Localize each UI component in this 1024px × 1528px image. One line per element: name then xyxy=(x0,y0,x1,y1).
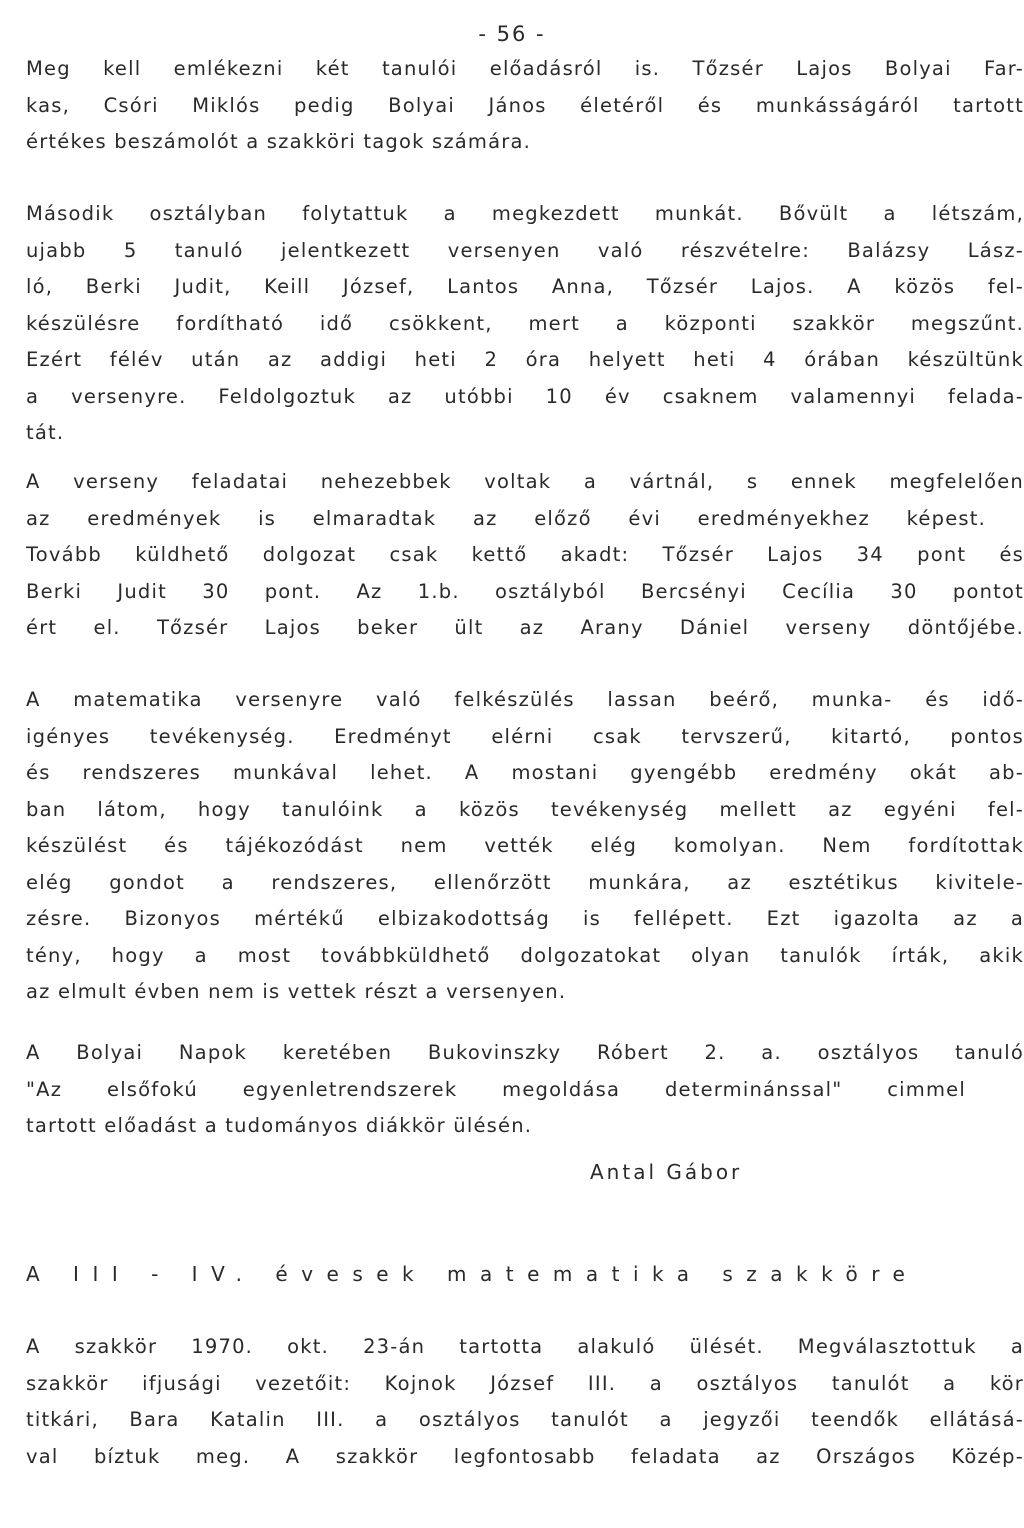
text-line: Meg kell emlékezni két tanulói előadásról is. Tőzsér Lajos Bolyai Far- xyxy=(26,57,1024,80)
text-line: és rendszeres munkával lehet. A mostani gyengébb eredmény okát ab- xyxy=(26,761,1024,784)
text-line: tény, hogy a most továbbküldhető dolgozatokat olyan tanulók írták, akik xyxy=(26,943,1024,967)
paragraph-bolyai-days xyxy=(26,1035,1024,1145)
paragraph-competition-results xyxy=(26,464,1024,647)
text-line: ló, Berki Judit, Keill József, Lantos Anna, Tőzsér Lajos. A közös fel- xyxy=(26,275,1024,298)
text-line: ban látom, hogy tanulóink a közös tevékenység mellett az egyéni fel- xyxy=(26,797,1024,821)
text-line: A matematika versenyre való felkészülés lassan beérő, munka- és idő- xyxy=(26,688,1024,711)
page-number: - 56 - xyxy=(478,22,546,46)
text-line: az elmult évben nem is vettek részt a versenyen. xyxy=(26,980,567,1003)
text-line: az eredmények is elmaradtak az előző évi eredményekhez képest. xyxy=(26,506,986,530)
text-line: val bíztuk meg. A szakkör legfontosabb feladata az Országos Közép- xyxy=(26,1444,1024,1468)
text-line: szakkör ifjusági vezetőit: Kojnok József III. a osztályos tanulót a kör xyxy=(26,1371,1024,1395)
text-line: zésre. Bizonyos mértékű elbizakodottság is fellépett. Ezt igazolta az a xyxy=(26,907,1024,930)
text-line: A Bolyai Napok keretében Bukovinszky Róbert 2. a. osztályos tanuló xyxy=(26,1041,1024,1064)
author-signature: Antal Gábor xyxy=(590,1160,743,1184)
paragraph-club-founding xyxy=(26,1329,1024,1475)
text-line: A verseny feladatai nehezebbek voltak a vártnál, s ennek megfelelően xyxy=(26,470,1024,493)
text-line: értékes beszámolót a szakköri tagok számára. xyxy=(26,130,532,153)
paragraph-scientific-talks xyxy=(26,51,1024,161)
text-line: A szakkör 1970. okt. 23-án tartotta alakuló ülését. Megválasztottuk a xyxy=(26,1335,1024,1358)
text-line: a versenyre. Feldolgoztuk az utóbbi 10 év csaknem valamennyi felada- xyxy=(26,384,1024,408)
text-line: elég gondot a rendszeres, ellenőrzött munkára, az esztétikus kivitele- xyxy=(26,870,1024,894)
text-line: tát. xyxy=(26,421,65,444)
section-heading: A III - IV. évesek matematika szakköre xyxy=(26,1262,919,1286)
paragraph-preparation xyxy=(26,682,1024,1011)
text-line: Berki Judit 30 pont. Az 1.b. osztályból Bercsényi Cecília 30 pontot xyxy=(26,579,1024,603)
text-line: ért el. Tőzsér Lajos beker ült az Arany Dániel verseny döntőjébe. xyxy=(26,616,1024,639)
text-line: készülést és tájékozódást nem vették elég komolyan. Nem fordítottak xyxy=(26,834,1024,857)
text-line: igényes tevékenység. Eredményt elérni csak tervszerű, kitartó, pontos xyxy=(26,724,1024,748)
text-line: ujabb 5 tanuló jelentkezett versenyen való részvételre: Balázsy Lász- xyxy=(26,238,1024,262)
text-line: Ezért félév után az addigi heti 2 óra helyett heti 4 órában készültünk xyxy=(26,348,1024,371)
text-line: kas, Csóri Miklós pedig Bolyai János életéről és munkásságáról tartott xyxy=(26,93,1024,117)
text-line: Második osztályban folytattuk a megkezdett munkát. Bővült a létszám, xyxy=(26,202,1024,225)
text-line: tartott előadást a tudományos diákkör ülésén. xyxy=(26,1114,533,1137)
text-line: "Az elsőfokú egyenletrendszerek megoldása determinánssal" cimmel xyxy=(26,1077,966,1101)
text-line: Tovább küldhető dolgozat csak kettő akadt: Tőzsér Lajos 34 pont és xyxy=(26,543,1024,566)
text-line: titkári, Bara Katalin III. a osztályos tanulót a jegyzői teendők ellátásá- xyxy=(26,1408,1024,1431)
text-line: készülésre fordítható idő csökkent, mert a központi szakkör megszűnt. xyxy=(26,311,1024,335)
paragraph-second-class xyxy=(26,196,1024,452)
